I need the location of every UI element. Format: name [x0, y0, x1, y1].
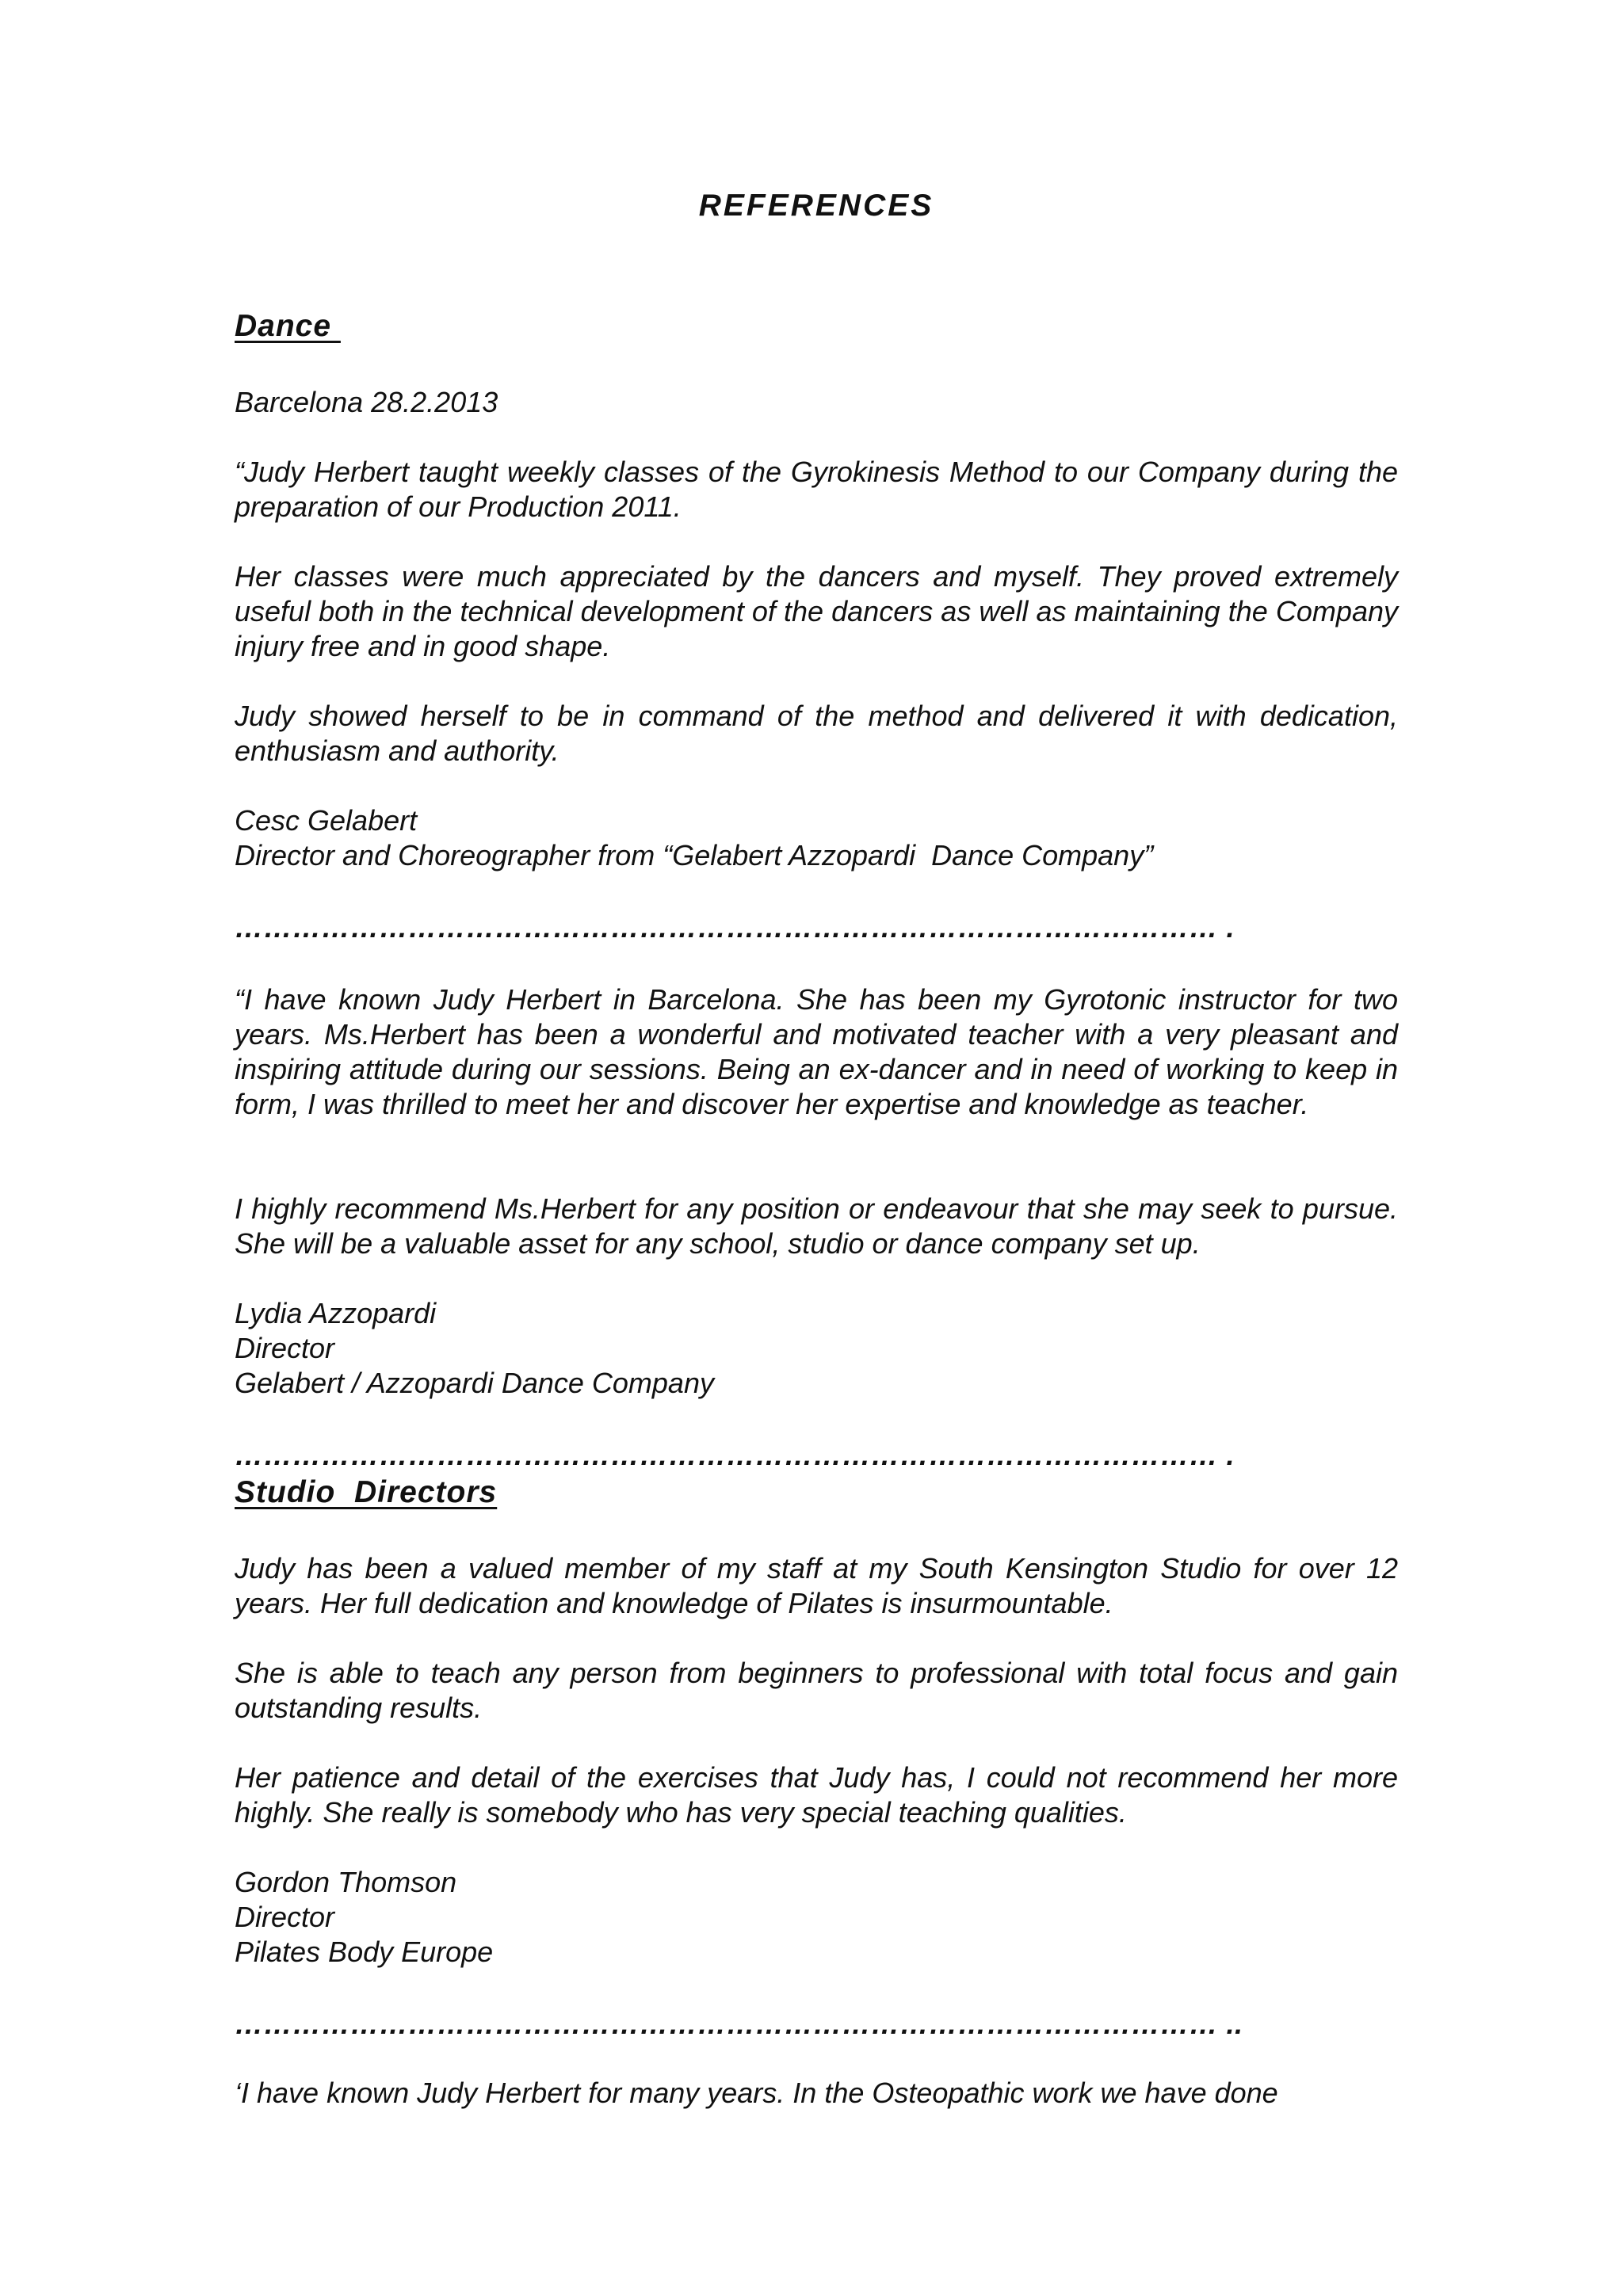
reference-paragraph: Her patience and detail of the exercises that Judy has, I could not recommend her more highly. She really is somebody who has very special teaching qualities.	[235, 1761, 1398, 1829]
signatory-role: Director and Choreographer from “Gelabert Azzopardi Dance Company”	[235, 839, 1154, 871]
reference-signature	[235, 803, 1398, 873]
signatory-organization: Pilates Body Europe	[235, 1936, 494, 1968]
reference-paragraph: I highly recommend Ms.Herbert for any position or endeavour that she may seek to pursue. She will be a valuable asset for any school, studio or dance company set up.	[235, 1192, 1398, 1260]
separator-line: ………………………………………………………………………………………… .	[235, 1439, 1235, 1471]
reference-date: Barcelona 28.2.2013	[235, 386, 498, 418]
signatory-name: Lydia Azzopardi	[235, 1297, 437, 1329]
section-heading-studio-directors: Studio Directors	[235, 1475, 498, 1509]
reference-paragraph: Judy showed herself to be in command of the method and delivered it with dedication, enthusiasm and authority.	[235, 700, 1398, 767]
page-title: REFERENCES	[698, 189, 934, 223]
signatory-name: Gordon Thomson	[235, 1866, 457, 1898]
separator-line: ………………………………………………………………………………………… ..	[235, 2008, 1243, 2040]
reference-paragraph	[235, 2076, 1398, 2111]
reference-paragraph: “Judy Herbert taught weekly classes of the Gyrokinesis Method to our Company during the preparation of our Production 2011.	[235, 456, 1398, 523]
section-heading-dance: Dance	[235, 309, 341, 343]
reference-signature	[235, 1296, 1398, 1401]
separator-line: ………………………………………………………………………………………… .	[235, 911, 1235, 944]
signatory-organization: Gelabert / Azzopardi Dance Company	[235, 1367, 714, 1399]
reference-paragraph: She is able to teach any person from beginners to professional with total focus and gain outstanding results.	[235, 1657, 1398, 1724]
signatory-name: Cesc Gelabert	[235, 804, 418, 837]
reference-line: ‘I have known Judy Herbert for many years. In the Osteopathic work we have done	[235, 2077, 1278, 2109]
reference-paragraph: “I have known Judy Herbert in Barcelona. She has been my Gyrotonic instructor for two years. Ms.Herbert has been a wonderful and motivated teacher with a very pleasant and inspiring attitude during our sessions. Being an ex-dancer and in need of working to keep in form, I was thrilled to meet her and discover her expertise and knowledge as teacher.	[235, 983, 1398, 1120]
signatory-role: Director	[235, 1901, 335, 1933]
reference-signature	[235, 1865, 1398, 1970]
reference-paragraph: Her classes were much appreciated by the dancers and myself. They proved extremely useful both in the technical development of the dancers as well as maintaining the Company injury free and in good shape.	[235, 560, 1398, 662]
signatory-role: Director	[235, 1332, 335, 1364]
reference-paragraph: Judy has been a valued member of my staff at my South Kensington Studio for over 12 years. Her full dedication and knowledge of Pilates is insurmountable.	[235, 1552, 1398, 1619]
